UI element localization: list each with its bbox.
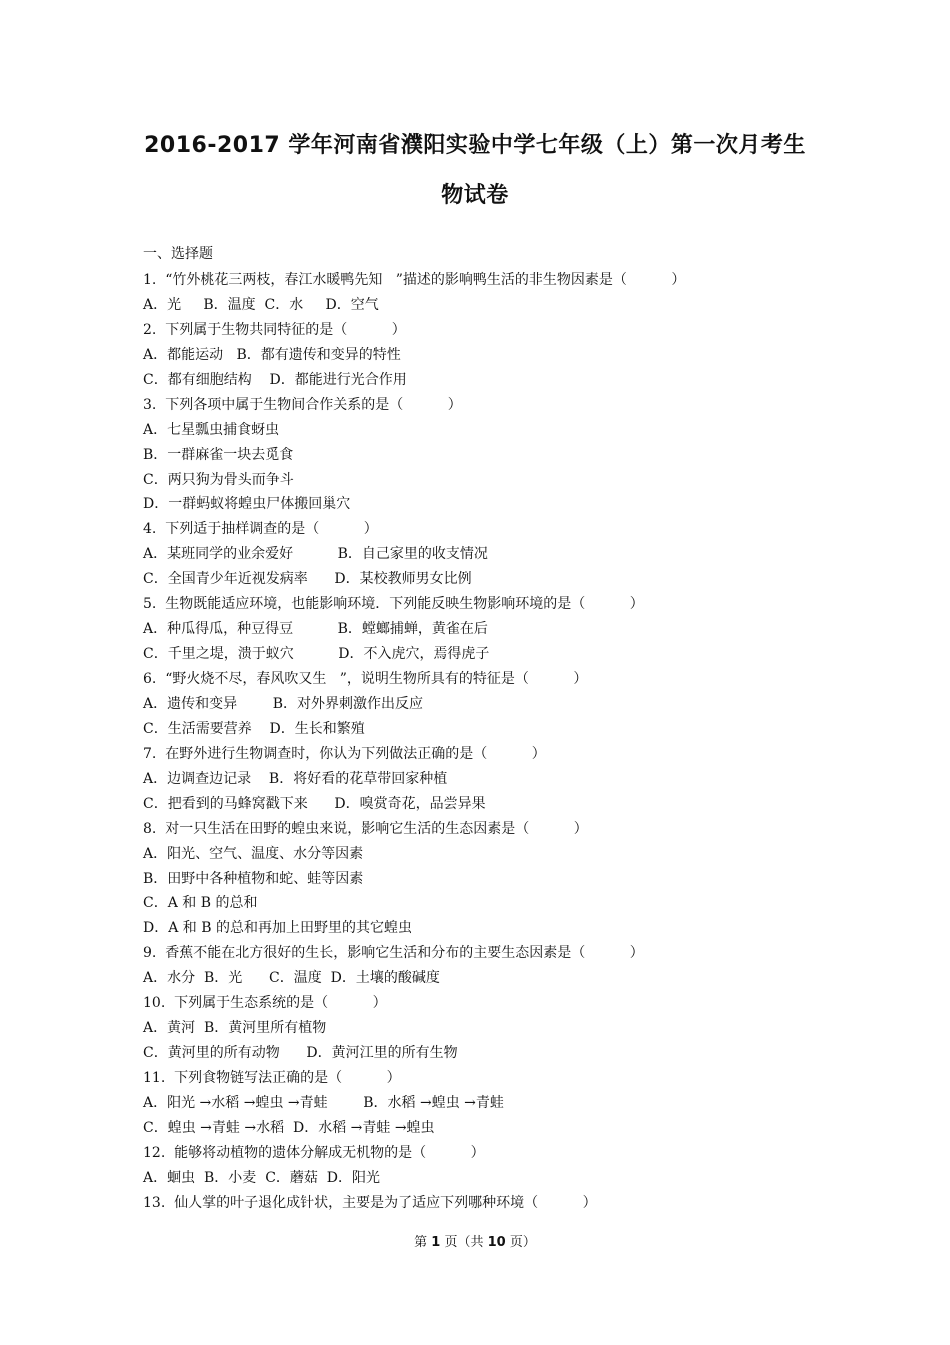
question-line: C．千里之堤，溃于蚁穴 D．不入虎穴，焉得虎子: [143, 646, 490, 663]
question-line: C．两只狗为骨头而争斗: [143, 471, 294, 488]
question-line: 6. “野火烧不尽，春风吹又生 ”，说明生物所具有的特征是（ ）: [143, 671, 588, 687]
question-line: D．一群蚂蚁将蝗虫尸体搬回巢穴: [143, 496, 351, 513]
question-line: 7. 在野外进行生物调查时，你认为下列做法正确的是（ ）: [143, 745, 546, 762]
footer-mid: 页（共: [444, 1235, 484, 1250]
question-line: C．蝗虫 →青蛙 →水稻 D．水稻 →青蛙 →蝗虫: [143, 1119, 435, 1136]
question-line: C．全国青少年近视发病率 D．某校教师男女比例: [143, 571, 472, 588]
question-line: A．蛔虫 B．小麦 C．蘑菇 D．阳光: [143, 1169, 381, 1186]
question-line: 12. 能够将动植物的遗体分解成无机物的是（ ）: [143, 1144, 485, 1161]
footer-suffix: 页）: [509, 1235, 536, 1250]
question-line: C．都有细胞结构 D．都能进行光合作用: [143, 371, 407, 388]
question-line: B．田野中各种植物和蛇、蛙等因素: [143, 870, 364, 887]
question-line: C．生活需要营养 D．生长和繁殖: [143, 720, 365, 737]
question-line: C．A 和 B 的总和: [143, 895, 258, 912]
document-title-line-2: 物试卷: [441, 183, 509, 208]
question-line: 10. 下列属于生态系统的是（ ）: [143, 995, 387, 1012]
question-line: A．阳光 →水稻 →蝗虫 →青蛙 B．水稻 →蝗虫 →青蛙: [143, 1094, 504, 1111]
question-line: A．遗传和变异 B．对外界刺激作出反应: [143, 695, 423, 712]
question-line: 8. 对一只生活在田野的蝗虫来说，影响它生活的生态因素是（ ）: [143, 820, 588, 837]
question-line: C．把看到的马蜂窝戳下来 D．嗅赏奇花，品尝异果: [143, 795, 486, 812]
question-line: 4. 下列适于抽样调查的是（ ）: [143, 521, 378, 538]
question-line: 3. 下列各项中属于生物间合作关系的是（ ）: [143, 396, 462, 413]
question-line: 11. 下列食物链写法正确的是（ ）: [143, 1070, 401, 1086]
page-footer: [0, 1231, 950, 1250]
document-title-line-1: 2016-2017 学年河南省濮阳实验中学七年级（上）第一次月考生: [144, 133, 806, 158]
question-line: A．光 B．温度 C．水 D．空气: [143, 296, 379, 313]
question-line: A．边调查边记录 B．将好看的花草带回家种植: [143, 770, 448, 787]
question-line: A．阳光、空气、温度、水分等因素: [143, 845, 364, 862]
question-line: 5. 生物既能适应环境，也能影响环境．下列能反映生物影响环境的是（ ）: [143, 596, 644, 613]
question-line: 13. 仙人掌的叶子退化成针状，主要是为了适应下列哪种环境（ ）: [143, 1194, 597, 1211]
footer-total-pages: 10: [487, 1235, 506, 1250]
question-list: [143, 268, 843, 1216]
question-line: A．水分 B．光 C．温度 D．土壤的酸碱度: [143, 970, 440, 987]
question-line: 9. 香蕉不能在北方很好的生长，影响它生活和分布的主要生态因素是（ ）: [143, 945, 644, 962]
question-line: A．种瓜得瓜，种豆得豆 B．螳螂捕蝉，黄雀在后: [143, 621, 488, 638]
question-line: A．某班同学的业余爱好 B．自己家里的收支情况: [143, 546, 488, 563]
question-line: A．黄河 B．黄河里所有植物: [143, 1020, 327, 1037]
question-line: D．A 和 B 的总和再加上田野里的其它蝗虫: [143, 920, 412, 937]
footer-page-number: 1: [431, 1235, 441, 1250]
question-line: A．七星瓢虫捕食蚜虫: [143, 421, 280, 438]
question-line: 2. 下列属于生物共同特征的是（ ）: [143, 321, 406, 338]
footer-prefix: 第: [414, 1235, 428, 1250]
section-heading: 一、选择题: [143, 246, 213, 262]
question-line: A．都能运动 B．都有遗传和变异的特性: [143, 346, 401, 363]
question-line: 1. “竹外桃花三两枝，春江水暖鸭先知 ”描述的影响鸭生活的非生物因素是（ ）: [143, 272, 686, 288]
question-line: B．一群麻雀一块去觅食: [143, 446, 294, 463]
question-line: C．黄河里的所有动物 D．黄河江里的所有生物: [143, 1045, 458, 1062]
